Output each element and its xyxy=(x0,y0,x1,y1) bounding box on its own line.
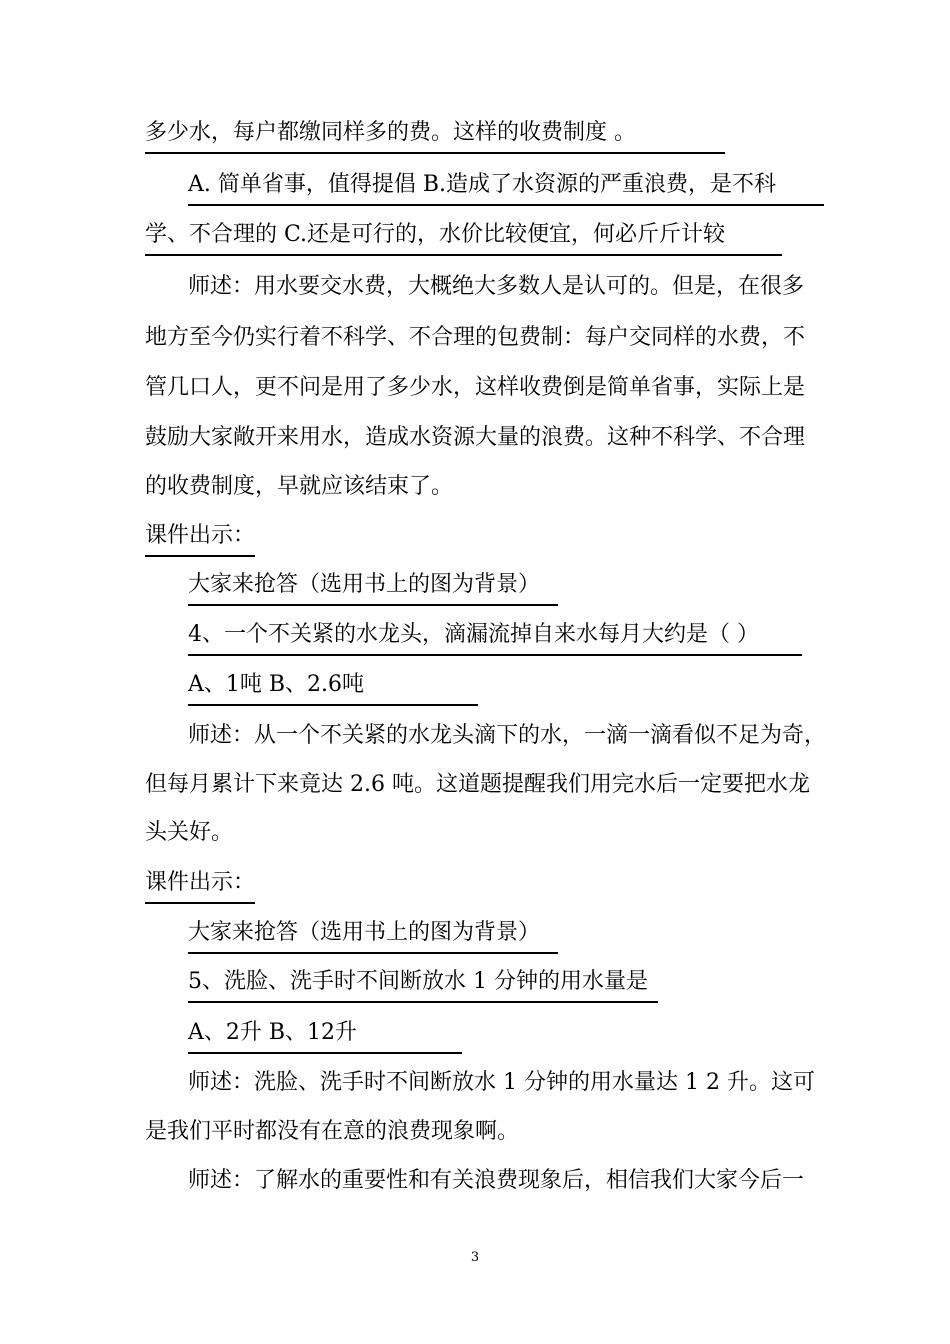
text-line: A. 简单省事，值得提倡 B.造成了水资源的严重浪费，是不科 xyxy=(188,170,824,200)
text-line: 是我们平时都没有在意的浪费现象啊。 xyxy=(145,1119,520,1144)
text-line: 5、洗脸、洗手时不间断放水 1 分钟的用水量是 xyxy=(188,967,658,997)
text-line: 学、不合理的 C.还是可行的，水价比较便宜，何必斤斤计较 xyxy=(145,220,782,250)
text-line: 地方至今仍实行着不科学、不合理的包费制：每户交同样的水费，不 xyxy=(145,325,806,350)
page-number: 3 xyxy=(470,1250,480,1265)
text-line: 大家来抢答（选用书上的图为背景） xyxy=(188,570,558,600)
text-line: 多少水，每户都缴同样多的费。这样的收费制度 。 xyxy=(145,118,725,148)
text-line: 课件出示： xyxy=(145,521,255,551)
text-line: 大家来抢答（选用书上的图为背景） xyxy=(188,918,558,948)
text-line: 4、一个不关紧的水龙头，滴漏流掉自来水每月大约是（ ） xyxy=(188,620,802,650)
text-line: 师述：用水要交水费，大概绝大多数人是认可的。但是，在很多 xyxy=(188,274,805,299)
text-line: 鼓励大家敞开来用水，造成水资源大量的浪费。这种不科学、不合理 xyxy=(145,425,806,450)
text-line: 师述：了解水的重要性和有关浪费现象后，相信我们大家今后一 xyxy=(188,1168,805,1193)
text-line: 头关好。 xyxy=(145,820,234,845)
text-line: 的收费制度，早就应该结束了。 xyxy=(145,474,454,499)
text-line: A、1吨 B、2.6吨 xyxy=(188,670,478,700)
text-line: 师述：从一个不关紧的水龙头滴下的水，一滴一滴看似不足为奇， xyxy=(188,723,827,748)
text-line: 管几口人，更不问是用了多少水，这样收费倒是简单省事，实际上是 xyxy=(145,375,806,400)
text-line: 课件出示： xyxy=(145,868,255,898)
text-line: A、2升 B、12升 xyxy=(188,1018,462,1048)
text-line: 但每月累计下来竟达 2.6 吨。这道题提醒我们用完水后一定要把水龙 xyxy=(145,772,810,797)
text-line: 师述：洗脸、洗手时不间断放水 1 分钟的用水量达 1 2 升。这可 xyxy=(188,1070,815,1095)
